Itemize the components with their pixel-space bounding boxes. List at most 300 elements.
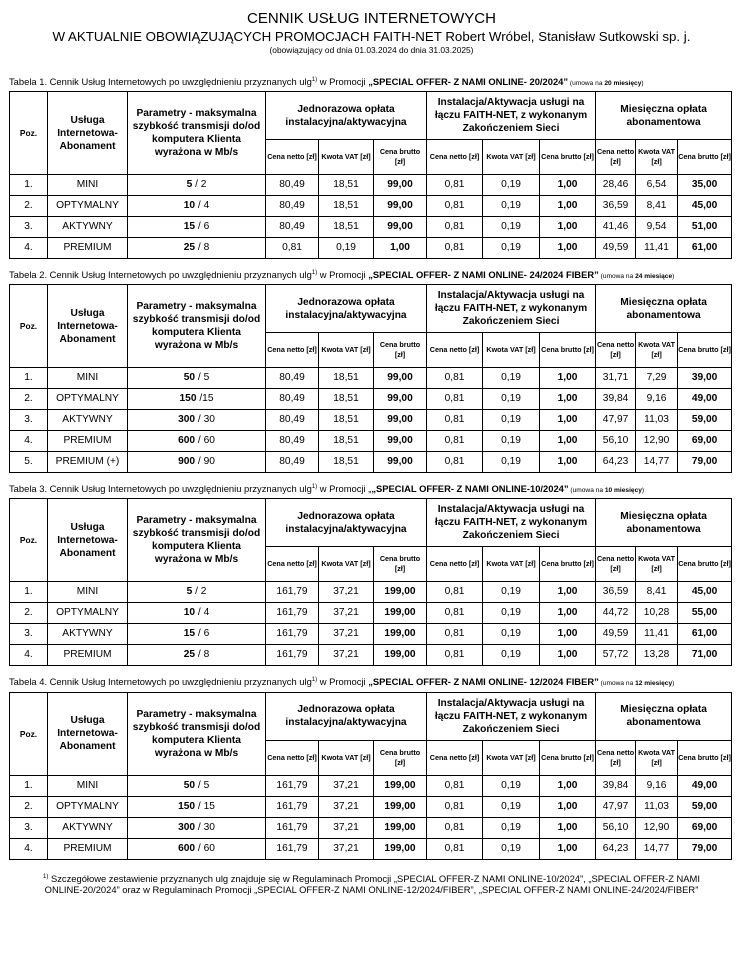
table-row bbox=[10, 645, 732, 666]
installation-gross: 1,00 bbox=[540, 645, 596, 666]
speed-params bbox=[128, 775, 266, 796]
installation-vat: 0,19 bbox=[483, 624, 540, 645]
download-speed: 900 bbox=[178, 456, 196, 468]
caption-footnote-marker: 1) bbox=[311, 270, 318, 277]
installation-gross: 1,00 bbox=[540, 452, 596, 473]
installation-net: 0,81 bbox=[427, 775, 483, 796]
page-subtitle: W AKTUALNIE OBOWIĄZUJĄCYCH PROMOCJACH FAITH-NET Robert Wróbel, Stanisław Sutkowski sp. j. bbox=[52, 29, 691, 44]
service-name: AKTYWNY bbox=[48, 624, 128, 645]
installation-vat: 0,19 bbox=[483, 238, 540, 259]
installation-gross: 1,00 bbox=[540, 817, 596, 838]
download-speed: 150 bbox=[179, 393, 197, 405]
upload-speed: / 30 bbox=[195, 821, 215, 833]
installation-gross: 1,00 bbox=[540, 175, 596, 196]
row-poz: 2. bbox=[10, 389, 48, 410]
upload-speed: / 6 bbox=[195, 628, 210, 640]
service-name: MINI bbox=[48, 775, 128, 796]
installation-gross: 1,00 bbox=[540, 410, 596, 431]
speed-params bbox=[128, 410, 266, 431]
one-time-vat: 37,21 bbox=[319, 796, 374, 817]
service-name: PREMIUM bbox=[48, 645, 128, 666]
service-name: PREMIUM bbox=[48, 838, 128, 859]
one-time-gross: 99,00 bbox=[374, 175, 427, 196]
one-time-vat: 37,21 bbox=[319, 817, 374, 838]
contract-term: (umowa na 20 miesięcy) bbox=[568, 80, 644, 88]
monthly-gross: 59,00 bbox=[678, 796, 732, 817]
speed-params bbox=[128, 817, 266, 838]
speed-params bbox=[128, 603, 266, 624]
col-net-price: Cena netto [zł] bbox=[596, 740, 636, 775]
col-one-time-fee: Jednorazowa opłata instalacyjna/aktywacyjna bbox=[266, 92, 427, 140]
installation-vat: 0,19 bbox=[483, 796, 540, 817]
row-poz: 4. bbox=[10, 838, 48, 859]
table-row bbox=[10, 603, 732, 624]
col-poz: Poz. bbox=[10, 285, 48, 368]
installation-gross: 1,00 bbox=[540, 624, 596, 645]
row-poz: 3. bbox=[10, 410, 48, 431]
service-name: AKTYWNY bbox=[48, 217, 128, 238]
installation-net: 0,81 bbox=[427, 410, 483, 431]
installation-net: 0,81 bbox=[427, 389, 483, 410]
one-time-gross: 1,00 bbox=[374, 238, 427, 259]
installation-gross: 1,00 bbox=[540, 796, 596, 817]
installation-vat: 0,19 bbox=[483, 603, 540, 624]
speed-params bbox=[128, 796, 266, 817]
one-time-gross: 199,00 bbox=[374, 817, 427, 838]
one-time-gross: 199,00 bbox=[374, 838, 427, 859]
download-speed: 25 bbox=[183, 649, 196, 661]
one-time-vat: 18,51 bbox=[319, 389, 374, 410]
caption-prefix: Tabela 4. Cennik Usług Internetowych po uwzględnieniu przyznanych ulg bbox=[9, 676, 312, 688]
one-time-vat: 37,21 bbox=[319, 624, 374, 645]
price-table bbox=[9, 498, 732, 666]
installation-net: 0,81 bbox=[427, 838, 483, 859]
one-time-vat: 37,21 bbox=[319, 603, 374, 624]
monthly-net: 28,46 bbox=[596, 175, 636, 196]
one-time-net: 161,79 bbox=[266, 624, 319, 645]
col-vat: Kwota VAT [zł] bbox=[319, 547, 374, 582]
service-name: AKTYWNY bbox=[48, 410, 128, 431]
upload-speed: /15 bbox=[196, 393, 214, 405]
installation-vat: 0,19 bbox=[483, 838, 540, 859]
one-time-vat: 0,19 bbox=[319, 238, 374, 259]
col-gross-price: Cena brutto [zł] bbox=[540, 333, 596, 368]
col-net-price: Cena netto [zł] bbox=[596, 140, 636, 175]
one-time-net: 80,49 bbox=[266, 217, 319, 238]
download-speed: 50 bbox=[183, 372, 196, 384]
monthly-gross: 49,00 bbox=[678, 389, 732, 410]
monthly-gross: 45,00 bbox=[678, 196, 732, 217]
monthly-gross: 49,00 bbox=[678, 775, 732, 796]
one-time-net: 80,49 bbox=[266, 368, 319, 389]
monthly-net: 64,23 bbox=[596, 452, 636, 473]
upload-speed: / 15 bbox=[195, 800, 215, 812]
monthly-vat: 11,03 bbox=[636, 796, 678, 817]
contract-term: (umowa na 10 miesięcy) bbox=[568, 487, 645, 495]
monthly-vat: 11,41 bbox=[636, 238, 678, 259]
row-poz: 2. bbox=[10, 196, 48, 217]
monthly-gross: 35,00 bbox=[678, 175, 732, 196]
col-gross-price: Cena brutto [zł] bbox=[374, 333, 427, 368]
monthly-gross: 45,00 bbox=[678, 582, 732, 603]
one-time-gross: 199,00 bbox=[374, 775, 427, 796]
one-time-vat: 18,51 bbox=[319, 368, 374, 389]
table-row bbox=[10, 410, 732, 431]
monthly-net: 49,59 bbox=[596, 238, 636, 259]
upload-speed: / 8 bbox=[195, 242, 210, 254]
monthly-vat: 9,54 bbox=[636, 217, 678, 238]
col-one-time-fee: Jednorazowa opłata instalacyjna/aktywacyjna bbox=[266, 285, 427, 333]
monthly-net: 64,23 bbox=[596, 838, 636, 859]
col-monthly-fee: Miesięczna opłata abonamentowa bbox=[596, 285, 732, 333]
speed-params bbox=[128, 645, 266, 666]
price-table bbox=[9, 284, 732, 473]
tables-container bbox=[9, 74, 734, 860]
installation-net: 0,81 bbox=[427, 645, 483, 666]
col-vat: Kwota VAT [zł] bbox=[319, 140, 374, 175]
monthly-net: 56,10 bbox=[596, 817, 636, 838]
monthly-net: 31,71 bbox=[596, 368, 636, 389]
table-row bbox=[10, 817, 732, 838]
caption-footnote-marker: 1) bbox=[311, 677, 318, 684]
speed-params bbox=[128, 217, 266, 238]
row-poz: 2. bbox=[10, 796, 48, 817]
one-time-net: 80,49 bbox=[266, 389, 319, 410]
installation-gross: 1,00 bbox=[540, 603, 596, 624]
monthly-gross: 55,00 bbox=[678, 603, 732, 624]
col-gross-price: Cena brutto [zł] bbox=[540, 140, 596, 175]
col-vat: Kwota VAT [zł] bbox=[483, 333, 540, 368]
monthly-vat: 6,54 bbox=[636, 175, 678, 196]
installation-net: 0,81 bbox=[427, 817, 483, 838]
col-gross-price: Cena brutto [zł] bbox=[678, 740, 732, 775]
price-table bbox=[9, 91, 732, 259]
monthly-vat: 8,41 bbox=[636, 582, 678, 603]
col-vat: Kwota VAT [zł] bbox=[636, 740, 678, 775]
upload-speed: / 60 bbox=[195, 842, 215, 854]
installation-gross: 1,00 bbox=[540, 775, 596, 796]
table-caption bbox=[9, 74, 734, 90]
monthly-net: 39,84 bbox=[596, 775, 636, 796]
one-time-gross: 99,00 bbox=[374, 389, 427, 410]
col-gross-price: Cena brutto [zł] bbox=[678, 333, 732, 368]
monthly-gross: 51,00 bbox=[678, 217, 732, 238]
col-service: Usługa Internetowa-Abonament bbox=[48, 499, 128, 582]
one-time-gross: 199,00 bbox=[374, 796, 427, 817]
download-speed: 10 bbox=[183, 607, 196, 619]
one-time-vat: 18,51 bbox=[319, 431, 374, 452]
col-service: Usługa Internetowa-Abonament bbox=[48, 692, 128, 775]
installation-gross: 1,00 bbox=[540, 217, 596, 238]
col-installation: Instalacja/Aktywacja usługi na łączu FAITH-NET, z wykonanym Zakończeniem Sieci bbox=[427, 499, 596, 547]
col-gross-price: Cena brutto [zł] bbox=[374, 140, 427, 175]
speed-params bbox=[128, 452, 266, 473]
installation-vat: 0,19 bbox=[483, 368, 540, 389]
row-poz: 5. bbox=[10, 452, 48, 473]
col-vat: Kwota VAT [zł] bbox=[483, 547, 540, 582]
installation-vat: 0,19 bbox=[483, 196, 540, 217]
one-time-vat: 37,21 bbox=[319, 775, 374, 796]
one-time-vat: 18,51 bbox=[319, 217, 374, 238]
monthly-vat: 9,16 bbox=[636, 775, 678, 796]
one-time-vat: 37,21 bbox=[319, 645, 374, 666]
table-caption bbox=[9, 481, 734, 497]
download-speed: 15 bbox=[183, 221, 196, 233]
col-vat: Kwota VAT [zł] bbox=[319, 740, 374, 775]
monthly-vat: 11,41 bbox=[636, 624, 678, 645]
one-time-gross: 99,00 bbox=[374, 368, 427, 389]
caption-mid: w Promocji bbox=[317, 76, 369, 88]
col-one-time-fee: Jednorazowa opłata instalacyjna/aktywacyjna bbox=[266, 499, 427, 547]
one-time-vat: 18,51 bbox=[319, 175, 374, 196]
installation-gross: 1,00 bbox=[540, 431, 596, 452]
row-poz: 4. bbox=[10, 645, 48, 666]
col-net-price: Cena netto [zł] bbox=[596, 333, 636, 368]
col-net-price: Cena netto [zł] bbox=[266, 333, 319, 368]
one-time-net: 80,49 bbox=[266, 452, 319, 473]
monthly-vat: 14,77 bbox=[636, 452, 678, 473]
caption-prefix: Tabela 1. Cennik Usług Internetowych po uwzględnieniu przyznanych ulg bbox=[9, 76, 312, 88]
installation-net: 0,81 bbox=[427, 582, 483, 603]
table-caption bbox=[9, 267, 734, 283]
col-installation: Instalacja/Aktywacja usługi na łączu FAITH-NET, z wykonanym Zakończeniem Sieci bbox=[427, 92, 596, 140]
row-poz: 1. bbox=[10, 582, 48, 603]
col-vat: Kwota VAT [zł] bbox=[319, 333, 374, 368]
col-net-price: Cena netto [zł] bbox=[266, 140, 319, 175]
row-poz: 3. bbox=[10, 624, 48, 645]
col-net-price: Cena netto [zł] bbox=[427, 740, 483, 775]
one-time-net: 161,79 bbox=[266, 603, 319, 624]
table-row bbox=[10, 582, 732, 603]
service-name: MINI bbox=[48, 582, 128, 603]
one-time-vat: 37,21 bbox=[319, 838, 374, 859]
installation-gross: 1,00 bbox=[540, 238, 596, 259]
col-net-price: Cena netto [zł] bbox=[427, 333, 483, 368]
upload-speed: / 4 bbox=[195, 607, 210, 619]
col-poz: Poz. bbox=[10, 92, 48, 175]
col-gross-price: Cena brutto [zł] bbox=[678, 140, 732, 175]
monthly-net: 44,72 bbox=[596, 603, 636, 624]
upload-speed: / 4 bbox=[195, 200, 210, 212]
download-speed: 10 bbox=[183, 200, 196, 212]
monthly-net: 57,72 bbox=[596, 645, 636, 666]
one-time-net: 161,79 bbox=[266, 838, 319, 859]
one-time-net: 161,79 bbox=[266, 796, 319, 817]
monthly-net: 41,46 bbox=[596, 217, 636, 238]
service-name: PREMIUM bbox=[48, 238, 128, 259]
download-speed: 150 bbox=[178, 800, 196, 812]
installation-gross: 1,00 bbox=[540, 582, 596, 603]
one-time-vat: 18,51 bbox=[319, 196, 374, 217]
upload-speed: / 90 bbox=[195, 456, 215, 468]
monthly-gross: 79,00 bbox=[678, 452, 732, 473]
installation-gross: 1,00 bbox=[540, 389, 596, 410]
monthly-gross: 61,00 bbox=[678, 238, 732, 259]
col-gross-price: Cena brutto [zł] bbox=[374, 547, 427, 582]
download-speed: 5 bbox=[186, 179, 193, 191]
table-row bbox=[10, 796, 732, 817]
table-row bbox=[10, 238, 732, 259]
service-name: PREMIUM (+) bbox=[48, 452, 128, 473]
speed-params bbox=[128, 624, 266, 645]
col-vat: Kwota VAT [zł] bbox=[636, 140, 678, 175]
table-row bbox=[10, 775, 732, 796]
speed-params bbox=[128, 175, 266, 196]
one-time-vat: 18,51 bbox=[319, 452, 374, 473]
contract-term: (umowa na 24 miesiące) bbox=[598, 273, 675, 281]
col-poz: Poz. bbox=[10, 692, 48, 775]
col-monthly-fee: Miesięczna opłata abonamentowa bbox=[596, 692, 732, 740]
installation-vat: 0,19 bbox=[483, 431, 540, 452]
download-speed: 600 bbox=[178, 435, 196, 447]
col-poz: Poz. bbox=[10, 499, 48, 582]
one-time-gross: 99,00 bbox=[374, 196, 427, 217]
table-row bbox=[10, 452, 732, 473]
row-poz: 2. bbox=[10, 603, 48, 624]
download-speed: 300 bbox=[178, 414, 196, 426]
row-poz: 4. bbox=[10, 238, 48, 259]
caption-footnote-marker: 1) bbox=[311, 484, 318, 491]
validity-period: (obowiązujący od dnia 01.03.2024 do dnia 31.03.2025) bbox=[269, 45, 474, 55]
speed-params bbox=[128, 196, 266, 217]
one-time-gross: 99,00 bbox=[374, 410, 427, 431]
one-time-net: 161,79 bbox=[266, 582, 319, 603]
row-poz: 4. bbox=[10, 431, 48, 452]
upload-speed: / 30 bbox=[195, 414, 215, 426]
col-net-price: Cena netto [zł] bbox=[427, 547, 483, 582]
installation-net: 0,81 bbox=[427, 368, 483, 389]
service-name: OPTYMALNY bbox=[48, 196, 128, 217]
one-time-vat: 18,51 bbox=[319, 410, 374, 431]
table-row bbox=[10, 217, 732, 238]
speed-params bbox=[128, 368, 266, 389]
monthly-gross: 61,00 bbox=[678, 624, 732, 645]
col-service: Usługa Internetowa-Abonament bbox=[48, 92, 128, 175]
monthly-gross: 69,00 bbox=[678, 817, 732, 838]
speed-params bbox=[128, 582, 266, 603]
upload-speed: / 5 bbox=[195, 779, 210, 791]
installation-net: 0,81 bbox=[427, 175, 483, 196]
service-name: MINI bbox=[48, 368, 128, 389]
col-parameters: Parametry - maksymalna szybkość transmisji do/od komputera Klienta wyrażona w Mb/s bbox=[128, 499, 266, 582]
caption-mid: w Promocji bbox=[317, 676, 369, 688]
installation-net: 0,81 bbox=[427, 238, 483, 259]
promo-name: „SPECIAL OFFER- Z NAMI ONLINE- 20/2024” bbox=[368, 76, 569, 88]
col-vat: Kwota VAT [zł] bbox=[483, 740, 540, 775]
installation-vat: 0,19 bbox=[483, 217, 540, 238]
monthly-gross: 39,00 bbox=[678, 368, 732, 389]
installation-net: 0,81 bbox=[427, 431, 483, 452]
installation-net: 0,81 bbox=[427, 624, 483, 645]
col-parameters: Parametry - maksymalna szybkość transmisji do/od komputera Klienta wyrażona w Mb/s bbox=[128, 692, 266, 775]
monthly-net: 56,10 bbox=[596, 431, 636, 452]
footnote-text: Szczegółowe zestawienie przyznanych ulg znajduje się w Regulaminach Promocji „SPECIAL OFFER-Z NAMI ONLINE-10/2024”, „SPECIAL OFFER-Z NAMI ONLINE-20/2024” oraz w Regulaminach Promocji „SPECIAL OFFER-Z NAMI ONLINE-12/2024/FIBER”, „SPECIAL OFFER-Z NAMI ONLINE-24/2024/FIBER” bbox=[44, 872, 700, 895]
col-vat: Kwota VAT [zł] bbox=[636, 333, 678, 368]
table-caption bbox=[9, 674, 734, 690]
row-poz: 1. bbox=[10, 175, 48, 196]
monthly-net: 36,59 bbox=[596, 582, 636, 603]
one-time-gross: 99,00 bbox=[374, 217, 427, 238]
installation-vat: 0,19 bbox=[483, 645, 540, 666]
row-poz: 1. bbox=[10, 775, 48, 796]
one-time-net: 161,79 bbox=[266, 775, 319, 796]
one-time-net: 0,81 bbox=[266, 238, 319, 259]
service-name: PREMIUM bbox=[48, 431, 128, 452]
one-time-net: 161,79 bbox=[266, 817, 319, 838]
row-poz: 3. bbox=[10, 817, 48, 838]
one-time-gross: 199,00 bbox=[374, 603, 427, 624]
monthly-gross: 79,00 bbox=[678, 838, 732, 859]
one-time-net: 80,49 bbox=[266, 175, 319, 196]
installation-gross: 1,00 bbox=[540, 838, 596, 859]
monthly-vat: 7,29 bbox=[636, 368, 678, 389]
col-net-price: Cena netto [zł] bbox=[266, 740, 319, 775]
caption-mid: w Promocji bbox=[317, 269, 369, 281]
col-parameters: Parametry - maksymalna szybkość transmisji do/od komputera Klienta wyrażona w Mb/s bbox=[128, 92, 266, 175]
monthly-gross: 71,00 bbox=[678, 645, 732, 666]
download-speed: 300 bbox=[178, 821, 196, 833]
download-speed: 25 bbox=[183, 242, 196, 254]
monthly-vat: 8,41 bbox=[636, 196, 678, 217]
speed-params bbox=[128, 838, 266, 859]
promo-name: „SPECIAL OFFER- Z NAMI ONLINE- 12/2024 FIBER” bbox=[368, 676, 599, 688]
installation-net: 0,81 bbox=[427, 217, 483, 238]
col-parameters: Parametry - maksymalna szybkość transmisji do/od komputera Klienta wyrażona w Mb/s bbox=[128, 285, 266, 368]
col-installation: Instalacja/Aktywacja usługi na łączu FAITH-NET, z wykonanym Zakończeniem Sieci bbox=[427, 692, 596, 740]
installation-vat: 0,19 bbox=[483, 389, 540, 410]
monthly-net: 39,84 bbox=[596, 389, 636, 410]
col-service: Usługa Internetowa-Abonament bbox=[48, 285, 128, 368]
service-name: AKTYWNY bbox=[48, 817, 128, 838]
installation-net: 0,81 bbox=[427, 796, 483, 817]
upload-speed: / 2 bbox=[192, 586, 207, 598]
table-row bbox=[10, 368, 732, 389]
installation-vat: 0,19 bbox=[483, 582, 540, 603]
monthly-net: 49,59 bbox=[596, 624, 636, 645]
installation-net: 0,81 bbox=[427, 603, 483, 624]
one-time-net: 80,49 bbox=[266, 431, 319, 452]
service-name: MINI bbox=[48, 175, 128, 196]
monthly-gross: 69,00 bbox=[678, 431, 732, 452]
promo-name: „SPECIAL OFFER- Z NAMI ONLINE- 24/2024 FIBER” bbox=[368, 269, 599, 281]
one-time-vat: 37,21 bbox=[319, 582, 374, 603]
page-title: CENNIK USŁUG INTERNETOWYCH bbox=[247, 10, 496, 27]
installation-vat: 0,19 bbox=[483, 775, 540, 796]
service-name: OPTYMALNY bbox=[48, 389, 128, 410]
installation-gross: 1,00 bbox=[540, 368, 596, 389]
one-time-gross: 199,00 bbox=[374, 645, 427, 666]
download-speed: 15 bbox=[183, 628, 196, 640]
promo-name: „SPECIAL OFFER- Z NAMI ONLINE-10/2024” bbox=[371, 483, 569, 495]
monthly-vat: 12,90 bbox=[636, 817, 678, 838]
installation-vat: 0,19 bbox=[483, 817, 540, 838]
one-time-gross: 99,00 bbox=[374, 452, 427, 473]
row-poz: 1. bbox=[10, 368, 48, 389]
speed-params bbox=[128, 389, 266, 410]
table-row bbox=[10, 838, 732, 859]
monthly-vat: 12,90 bbox=[636, 431, 678, 452]
monthly-vat: 11,03 bbox=[636, 410, 678, 431]
speed-params bbox=[128, 431, 266, 452]
monthly-gross: 59,00 bbox=[678, 410, 732, 431]
col-net-price: Cena netto [zł] bbox=[266, 547, 319, 582]
one-time-gross: 199,00 bbox=[374, 624, 427, 645]
table-row bbox=[10, 389, 732, 410]
col-gross-price: Cena brutto [zł] bbox=[678, 547, 732, 582]
installation-vat: 0,19 bbox=[483, 175, 540, 196]
installation-net: 0,81 bbox=[427, 452, 483, 473]
caption-prefix: Tabela 3. Cennik Usług Internetowych po uwzględnieniu przyznanych ulg bbox=[9, 483, 312, 495]
